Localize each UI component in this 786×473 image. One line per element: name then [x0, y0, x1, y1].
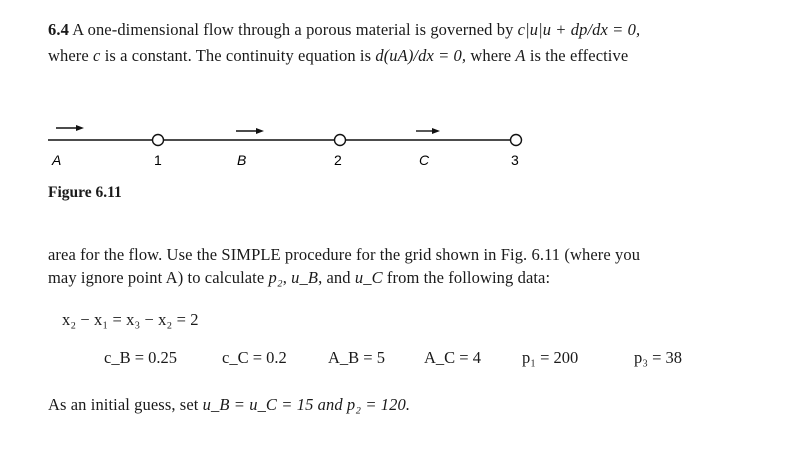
node-1	[153, 135, 164, 146]
text-calculate: A) to calculate	[165, 268, 265, 287]
problem-number: 6.4	[48, 20, 69, 39]
text-where: where	[48, 46, 89, 65]
text-where-2: where	[470, 46, 512, 65]
para2-line-2: may ignore point A) to calculate p₂, u_B, and u_C from the following data:	[48, 268, 551, 287]
text-ignore: may ignore point	[48, 268, 163, 287]
para2-line-1: area for the flow. Use the SIMPLE procedure for the grid shown in Fig. 6.11 (where you	[48, 245, 641, 264]
text-initial-guess: As an initial guess, set	[48, 395, 199, 414]
grid-figure	[0, 120, 560, 180]
initial-guess-line	[48, 395, 410, 415]
data-p1: p₁ = 200	[522, 348, 579, 367]
problem-line-1	[48, 20, 640, 40]
label-3: 3	[511, 152, 519, 168]
label-1: 1	[154, 152, 162, 168]
problem-line-2	[48, 46, 628, 66]
data-p3: p₃ = 38	[634, 348, 683, 367]
flow-arrow-A	[56, 125, 84, 131]
text-data: from the following data:	[386, 268, 551, 287]
label-A: A	[52, 152, 62, 168]
node-3	[511, 135, 522, 146]
spacing-equation: x₂ − x₁ = x₃ − x₂ = 2	[62, 310, 199, 329]
data-cC: c_C = 0.2	[222, 348, 287, 367]
target-uC: u_C	[354, 268, 383, 287]
flow-arrow-C	[416, 128, 440, 134]
label-C: C	[419, 152, 430, 168]
data-AB: A_B = 5	[328, 348, 385, 367]
text-effective: is the effective	[529, 46, 629, 65]
figure-caption: Figure 6.11	[48, 184, 122, 201]
node-2	[335, 135, 346, 146]
label-2: 2	[334, 152, 342, 168]
continuity-equation: d(uA)/dx = 0,	[375, 46, 467, 65]
data-cB: c_B = 0.25	[104, 348, 178, 367]
momentum-equation: c|u|u + dp/dx = 0,	[517, 20, 641, 39]
target-uB: u_B	[291, 268, 319, 287]
flow-arrow-B	[236, 128, 264, 134]
intro-text: A one-dimensional flow through a porous material is governed by	[72, 20, 514, 39]
symbol-A: A	[515, 46, 526, 65]
label-B: B	[237, 152, 247, 168]
target-p2: p₂	[268, 268, 283, 287]
initial-guess-equation: u_B = u_C = 15 and p₂ = 120.	[202, 395, 411, 414]
text-constant: is a constant. The continuity equation is	[104, 46, 372, 65]
data-AC: A_C = 4	[424, 348, 481, 367]
symbol-c: c	[93, 46, 101, 65]
